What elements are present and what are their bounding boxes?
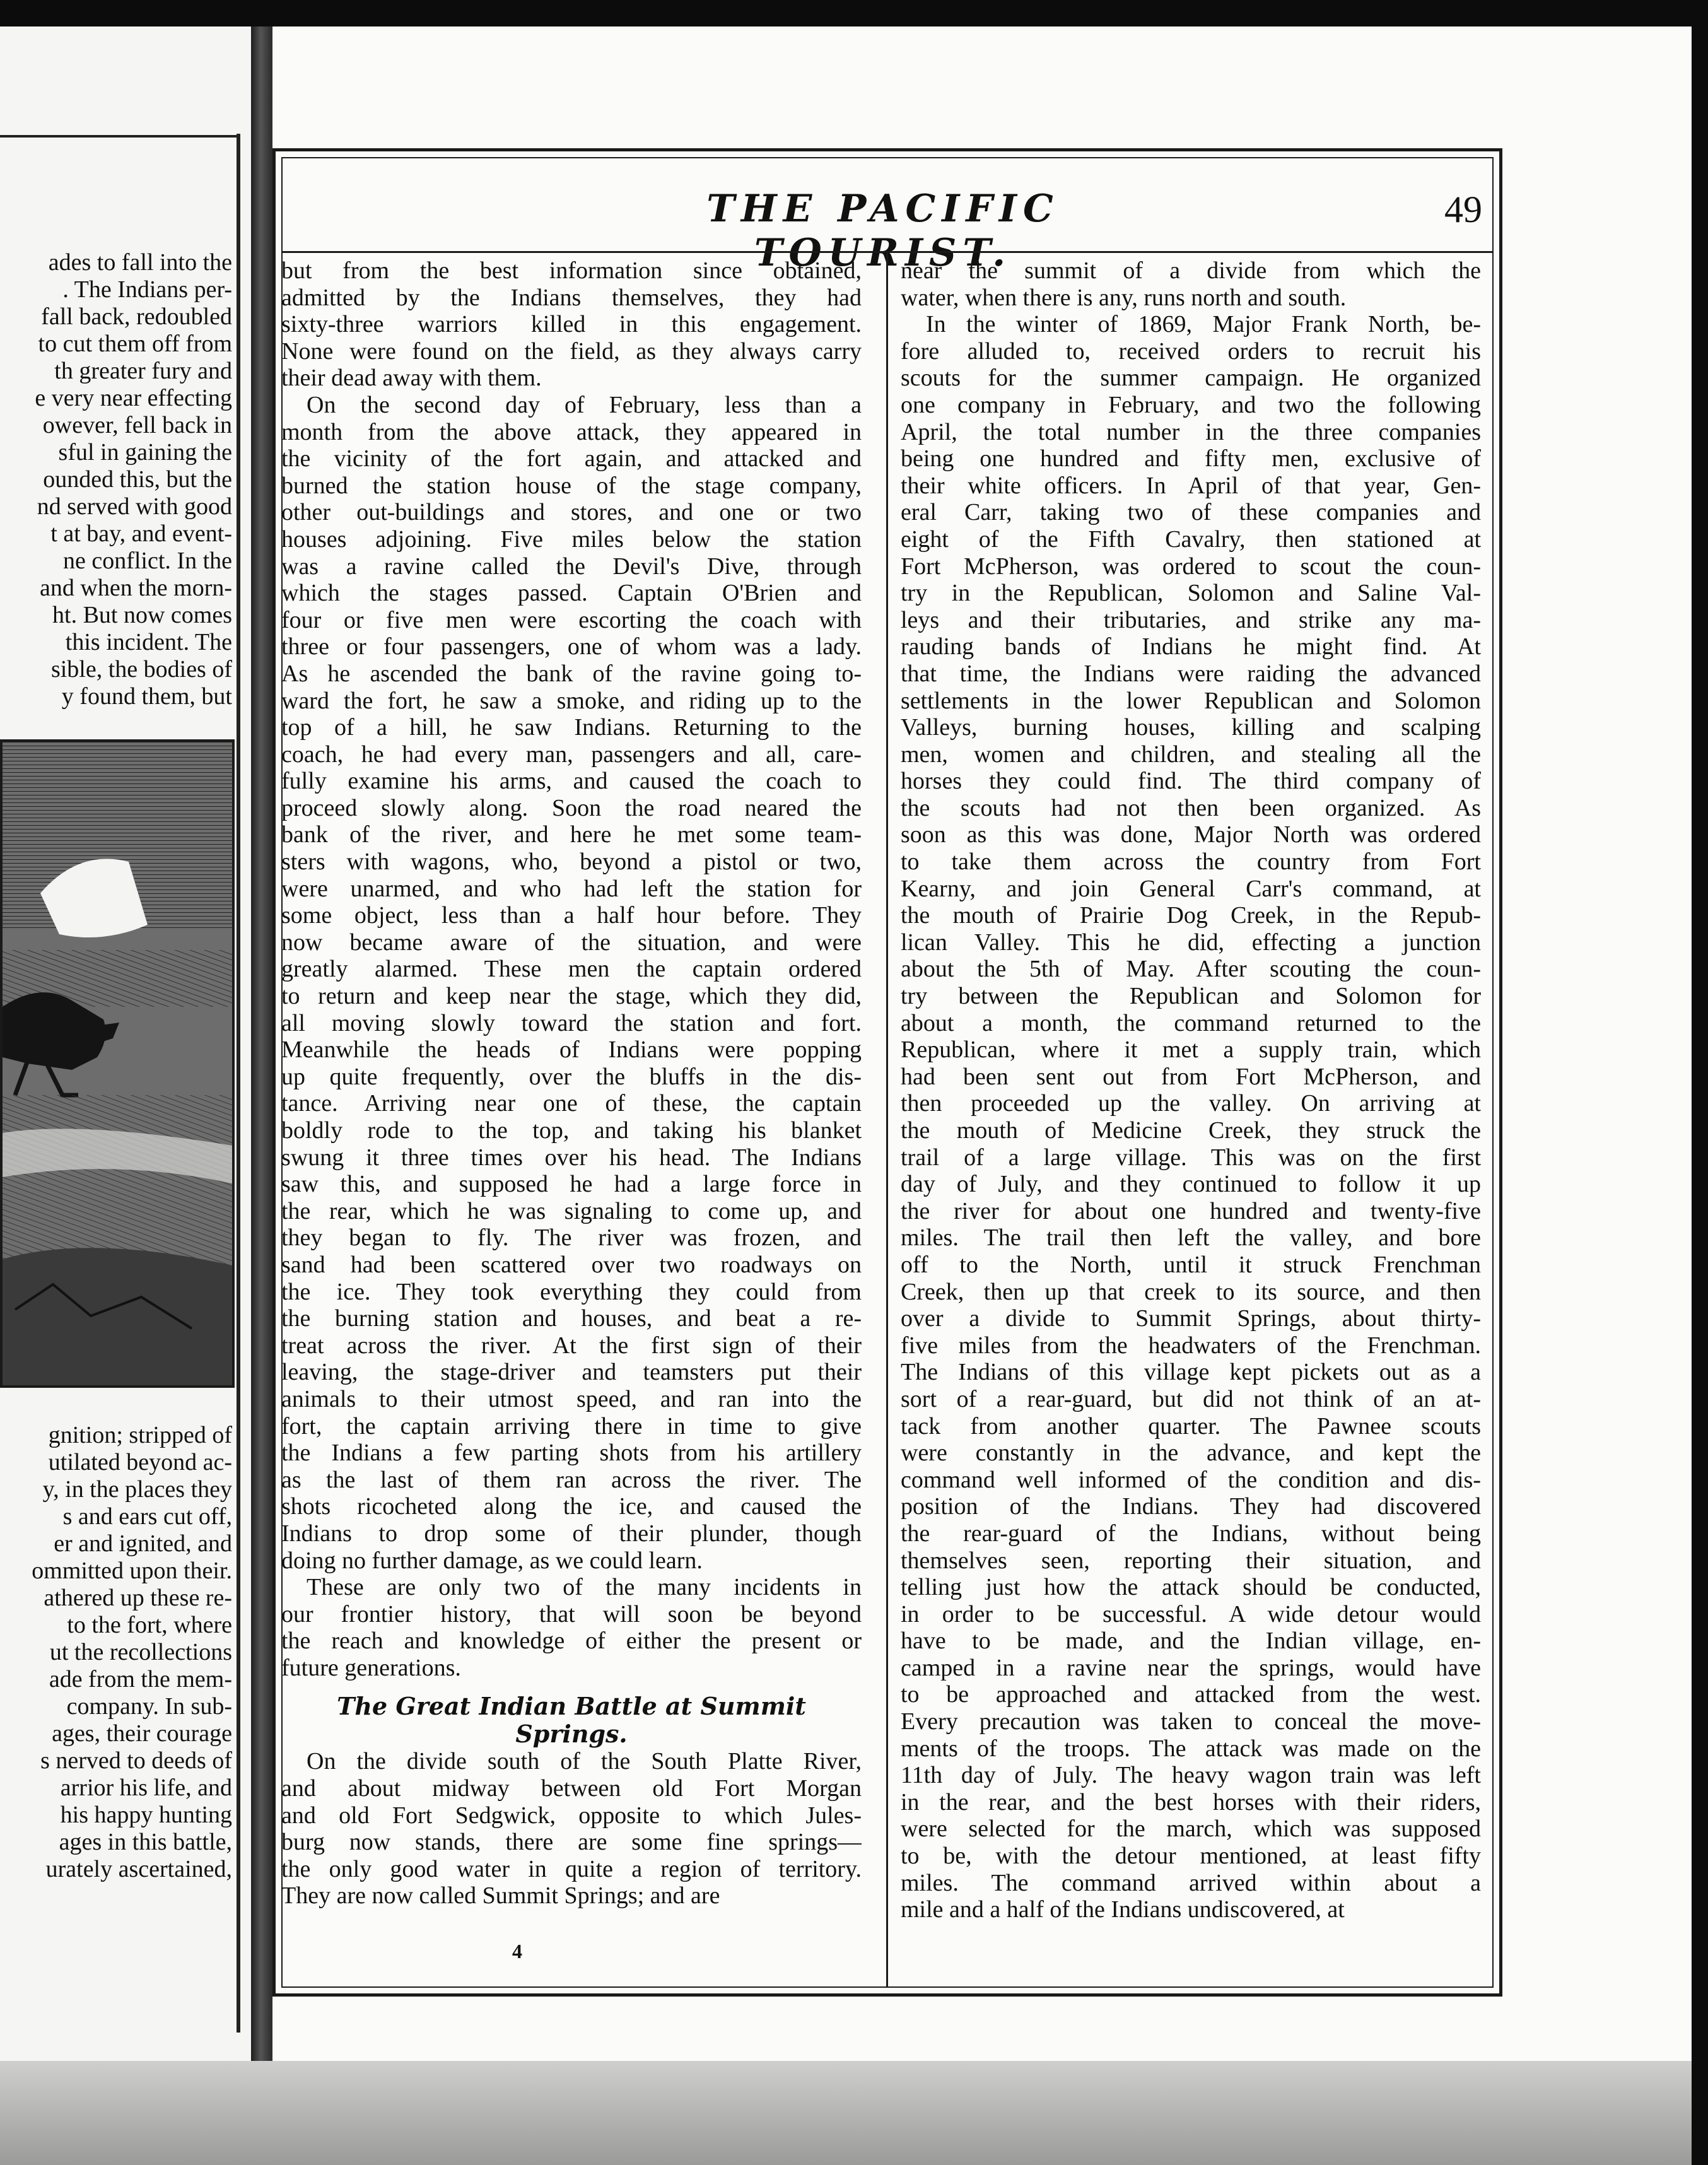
body-line: Kearny, and join General Carr's command, at <box>901 875 1481 902</box>
body-line: then proceeded up the valley. On arriving at <box>901 1090 1481 1117</box>
body-line: houses adjoining. Five miles below the station <box>281 525 862 553</box>
signature-mark: 4 <box>512 1940 522 1963</box>
body-line: fort, the captain arriving there in time to give <box>281 1412 862 1440</box>
body-line: burg now stands, there are some fine springs— <box>281 1829 862 1856</box>
facing-page-line: ounded this, but the <box>43 466 232 493</box>
facing-page-line: e very near effecting <box>35 385 232 411</box>
facing-page-line: s and ears cut off, <box>62 1503 232 1530</box>
body-line: Meanwhile the heads of Indians were popping <box>281 1036 862 1064</box>
body-line: now became aware of the situation, and were <box>281 929 862 956</box>
body-line: doing no further damage, as we could learn. <box>281 1547 703 1574</box>
facing-page-line: nd served with good <box>37 493 232 520</box>
facing-page-line: ne conflict. In the <box>62 548 232 574</box>
body-line: tance. Arriving near one of these, the captain <box>281 1090 862 1117</box>
body-line: five miles from the headwaters of the Frenchman. <box>901 1332 1481 1359</box>
column-right <box>901 257 1481 1923</box>
scan-bottom-shadow <box>0 2061 1692 2165</box>
body-line: shots ricocheted along the ice, and caused the <box>281 1493 862 1520</box>
body-line: men, women and children, and stealing all the <box>901 741 1481 768</box>
facing-page-line: sible, the bodies of <box>50 656 232 683</box>
body-line: up quite frequently, over the bluffs in the dis- <box>281 1063 862 1090</box>
facing-page-line: ht. But now comes <box>52 602 232 628</box>
body-line: the reach and knowledge of either the present or <box>281 1628 862 1655</box>
body-line: bank of the river, and here he met some team- <box>281 821 862 848</box>
body-line: sters with wagons, who, beyond a pistol or two, <box>281 848 862 876</box>
body-line: were unarmed, and who had left the station for <box>281 875 862 902</box>
body-line: scouts for the summer campaign. He organized <box>901 365 1481 392</box>
body-line: saw this, and supposed he had a large force in <box>281 1171 862 1198</box>
body-line: their white officers. In April of that year, Gen- <box>901 472 1481 499</box>
facing-page-line: owever, fell back in <box>42 412 232 438</box>
body-line: sort of a rear-guard, but did not think of an at- <box>901 1385 1481 1412</box>
body-line: over a divide to Summit Springs, about thirty- <box>901 1305 1481 1332</box>
scan-border-right <box>1692 0 1708 2165</box>
body-line: Valleys, burning houses, killing and scalping <box>901 714 1481 741</box>
facing-page-line: arrior his life, and <box>60 1775 232 1801</box>
body-line: These are only two of the many incidents in <box>307 1574 862 1601</box>
body-line: top of a hill, he saw Indians. Returning to the <box>281 714 862 741</box>
body-line: which the stages passed. Captain O'Brien and <box>281 580 862 607</box>
body-line: day of July, and they continued to follow it up <box>901 1171 1481 1198</box>
body-line: telling just how the attack should be conducted, <box>901 1574 1481 1601</box>
facing-page-line: y, in the places they <box>42 1476 232 1503</box>
body-line: burned the station house of the stage company, <box>281 472 862 499</box>
body-line: lican Valley. This he did, effecting a junction <box>901 929 1481 956</box>
body-line: off to the North, until it struck Frenchman <box>901 1251 1481 1278</box>
body-line: try in the Republican, Solomon and Saline Val- <box>901 580 1481 607</box>
body-line: all moving slowly toward the station and fort. <box>281 1009 862 1036</box>
facing-page-line: athered up these re- <box>44 1585 232 1611</box>
facing-page-line: y found them, but <box>61 683 232 710</box>
facing-page-line: er and ignited, and <box>54 1530 232 1557</box>
body-line: four or five men were escorting the coach with <box>281 606 862 633</box>
body-line: future generations. <box>281 1654 461 1681</box>
body-line: the ice. They took everything they could from <box>281 1278 862 1305</box>
binding-gutter <box>251 26 272 2061</box>
body-line: was a ravine called the Devil's Dive, through <box>281 553 862 580</box>
body-line: the scouts had not then been organized. As <box>901 794 1481 821</box>
body-line: coach, he had every man, passengers and all, care- <box>281 741 862 768</box>
facing-page-line: ommitted upon their. <box>32 1558 232 1584</box>
facing-page-line: fall back, redoubled <box>41 303 232 330</box>
body-line: rauding bands of Indians he might find. At <box>901 633 1481 660</box>
body-line: Every precaution was taken to conceal the move- <box>901 1708 1481 1735</box>
body-line: some object, less than a half hour before. They <box>281 902 862 929</box>
facing-page-line: and when the morn- <box>40 575 232 601</box>
facing-page <box>0 26 251 2061</box>
facing-page-line: s nerved to deeds of <box>40 1747 232 1774</box>
engraving-illustration <box>3 742 232 1385</box>
facing-page-line: to the fort, where <box>67 1612 232 1638</box>
facing-page-line: to cut them off from <box>38 331 232 357</box>
facing-page-line: urately ascertained, <box>45 1856 232 1882</box>
horse-rider-engraving <box>0 739 235 1388</box>
body-line: treat across the river. At the first sign of their <box>281 1332 862 1359</box>
body-line: were selected for the march, which was supposed <box>901 1816 1481 1843</box>
body-line: proceed slowly along. Soon the road neared the <box>281 794 862 821</box>
body-line: other out-buildings and stores, and one or two <box>281 499 862 526</box>
body-line: eight of the Fifth Cavalry, then stationed at <box>901 525 1481 553</box>
body-line: settlements in the lower Republican and Solomon <box>901 687 1481 714</box>
body-line: to be approached and attacked from the west. <box>901 1681 1481 1708</box>
body-line: and old Fort Sedgwick, opposite to which Jules- <box>281 1802 862 1829</box>
body-line: as the last of them ran across the river. The <box>281 1466 862 1493</box>
body-line: miles. The trail then left the valley, and bore <box>901 1224 1481 1252</box>
body-line: They are now called Summit Springs; and are <box>281 1882 720 1910</box>
body-line: our frontier history, that will soon be beyond <box>281 1600 862 1628</box>
facing-page-text-upper <box>0 249 232 710</box>
body-line: the rear, which he was signaling to come up, and <box>281 1197 862 1224</box>
body-line: about a month, the command returned to the <box>901 1009 1481 1036</box>
body-line: admitted by the Indians themselves, they had <box>281 284 862 311</box>
body-line: had been sent out from Fort McPherson, and <box>901 1063 1481 1090</box>
body-line: the burning station and houses, and beat a re- <box>281 1305 862 1332</box>
body-line: soon as this was done, Major North was ordered <box>901 821 1481 848</box>
facing-page-line: ut the recollections <box>49 1639 232 1665</box>
body-line: being one hundred and fifty men, exclusive of <box>901 445 1481 472</box>
facing-page-line: ades to fall into the <box>48 249 232 276</box>
facing-page-rule <box>0 135 237 138</box>
body-line: the Indians a few parting shots from his artillery <box>281 1440 862 1467</box>
body-line: ments of the troops. The attack was made on the <box>901 1735 1481 1762</box>
body-line: the vicinity of the fort again, and attacked and <box>281 445 862 472</box>
column-left <box>281 257 862 1910</box>
body-line: the rear-guard of the Indians, without being <box>901 1520 1481 1547</box>
facing-page-line: ages in this battle, <box>59 1829 232 1855</box>
body-line: try between the Republican and Solomon for <box>901 983 1481 1010</box>
body-line: the river for about one hundred and twenty-five <box>901 1197 1481 1224</box>
body-line: to take them across the country from Fort <box>901 848 1481 876</box>
body-line: Indians to drop some of their plunder, though <box>281 1520 862 1547</box>
body-line: eral Carr, taking two of these companies and <box>901 499 1481 526</box>
column-rule <box>886 254 888 1988</box>
body-line: to be, with the detour mentioned, at least fifty <box>901 1843 1481 1870</box>
body-line: camped in a ravine near the springs, would have <box>901 1654 1481 1681</box>
body-line: one company in February, and two the following <box>901 391 1481 418</box>
facing-page-line: sful in gaining the <box>58 439 232 466</box>
body-line: miles. The command arrived within about a <box>901 1869 1481 1896</box>
body-line: boldly rode to the top, and taking his blanket <box>281 1117 862 1144</box>
body-line: mile and a half of the Indians undiscovered, at <box>901 1896 1345 1923</box>
body-line: to return and keep near the stage, which they did, <box>281 983 862 1010</box>
section-heading: The Great Indian Battle at Summit <box>337 1693 806 1721</box>
body-line: On the divide south of the South Platte River, <box>307 1748 862 1775</box>
facing-page-line: company. In sub- <box>66 1693 232 1720</box>
page-number: 49 <box>1444 189 1482 230</box>
body-line: horses they could find. The third company of <box>901 768 1481 795</box>
body-line: near the summit of a divide from which the <box>901 257 1481 284</box>
body-line: On the second day of February, less than a <box>307 391 862 418</box>
body-line: swung it three times over his head. The Indians <box>281 1144 862 1171</box>
body-line: greatly alarmed. These men the captain ordered <box>281 956 862 983</box>
facing-page-line: gnition; stripped of <box>48 1422 232 1448</box>
body-line: water, when there is any, runs north and south. <box>901 284 1347 311</box>
body-line: the mouth of Medicine Creek, they struck the <box>901 1117 1481 1144</box>
body-line: Creek, then up that creek to its source, and then <box>901 1278 1481 1305</box>
body-line: command well informed of the condition and dis- <box>901 1466 1481 1493</box>
body-line: sixty-three warriors killed in this engagement. <box>281 311 862 338</box>
body-line: position of the Indians. They had discovered <box>901 1493 1481 1520</box>
facing-page-line: ade from the mem- <box>49 1666 232 1693</box>
body-line: trail of a large village. This was on the first <box>901 1144 1481 1171</box>
body-line: themselves seen, reporting their situation, and <box>901 1547 1481 1574</box>
body-line: month from the above attack, they appeared in <box>281 418 862 445</box>
body-line: in the rear, and the best horses with their riders, <box>901 1788 1481 1816</box>
header-rule <box>281 251 1494 253</box>
body-line: the mouth of Prairie Dog Creek, in the Repub- <box>901 902 1481 929</box>
body-line: three or four passengers, one of whom was a lady. <box>281 633 862 660</box>
body-line: fore alluded to, received orders to recruit his <box>901 337 1481 365</box>
facing-page-line: ages, their courage <box>52 1720 232 1747</box>
facing-page-line: . The Indians per- <box>62 276 232 303</box>
body-line: have to be made, and the Indian village, en- <box>901 1628 1481 1655</box>
body-line: tack from another quarter. The Pawnee scouts <box>901 1412 1481 1440</box>
facing-page-line: his happy hunting <box>60 1802 232 1828</box>
facing-page-line: th greater fury and <box>54 358 232 384</box>
scan-border-top <box>0 0 1708 26</box>
facing-page-line: utilated beyond ac- <box>48 1449 232 1476</box>
body-line: leys and their tributaries, and strike any ma- <box>901 606 1481 633</box>
facing-page-text-lower <box>0 1422 232 1883</box>
body-line: but from the best information since obtained, <box>281 257 862 284</box>
body-line: April, the total number in the three companies <box>901 418 1481 445</box>
body-line: sand had been scattered over two roadways on <box>281 1251 862 1278</box>
body-line: ward the fort, he saw a smoke, and riding up to the <box>281 687 862 714</box>
body-line: None were found on the field, as they always carry <box>281 337 862 365</box>
body-line: 11th day of July. The heavy wagon train was left <box>901 1762 1481 1789</box>
body-line: Republican, where it met a supply train, which <box>901 1036 1481 1064</box>
body-line: The Indians of this village kept pickets out as a <box>901 1359 1481 1386</box>
body-line: they began to fly. The river was frozen, and <box>281 1224 862 1252</box>
body-line: As he ascended the bank of the ravine going to- <box>281 660 862 687</box>
body-line: leaving, the stage-driver and teamsters put their <box>281 1359 862 1386</box>
body-line: were constantly in the advance, and kept the <box>901 1440 1481 1467</box>
body-line: and about midway between old Fort Morgan <box>281 1775 862 1802</box>
facing-page-frame <box>237 134 240 2033</box>
body-line: animals to their utmost speed, and ran into the <box>281 1385 862 1412</box>
body-line: In the winter of 1869, Major Frank North, be- <box>926 311 1481 338</box>
body-line: the only good water in quite a region of territory. <box>281 1855 862 1882</box>
body-line: in order to be successful. A wide detour would <box>901 1600 1481 1628</box>
body-line: fully examine his arms, and caused the coach to <box>281 768 862 795</box>
facing-page-line: t at bay, and event- <box>50 520 232 547</box>
section-heading: Springs. <box>515 1720 628 1749</box>
running-head: THE PACIFIC TOURIST. <box>706 187 1060 275</box>
facing-page-line: this incident. The <box>65 629 232 655</box>
body-line: Fort McPherson, was ordered to scout the coun- <box>901 553 1481 580</box>
body-line: their dead away with them. <box>281 365 542 392</box>
body-line: that time, the Indians were raiding the advanced <box>901 660 1481 687</box>
body-line: about the 5th of May. After scouting the coun- <box>901 956 1481 983</box>
